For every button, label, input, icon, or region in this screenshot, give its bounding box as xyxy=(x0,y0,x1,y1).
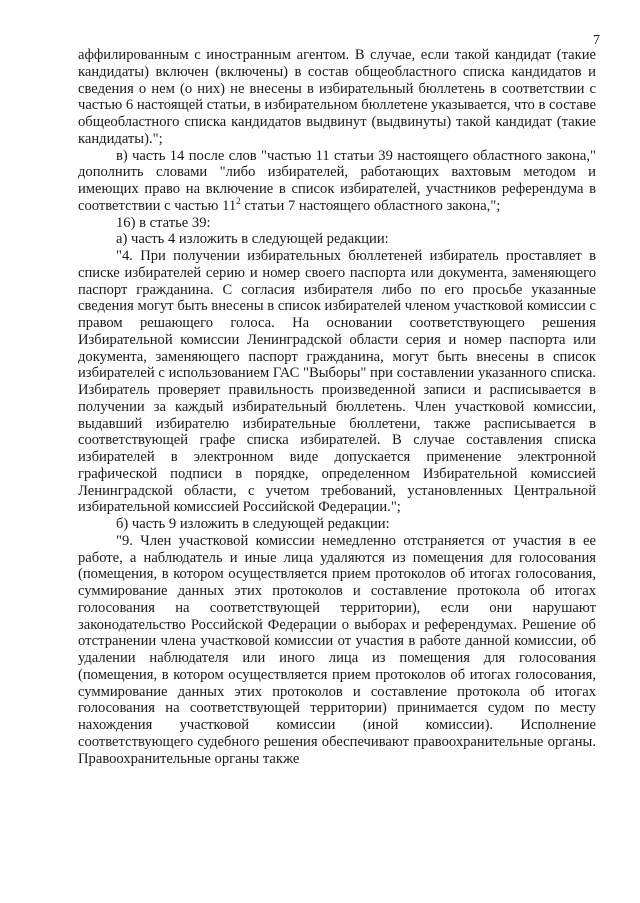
paragraph-text: статьи 7 настоящего областного закона,"; xyxy=(240,197,501,214)
paragraph-item-16: 16) в статье 39: xyxy=(116,214,211,231)
superscript: 2 xyxy=(236,195,241,206)
page-number: 7 xyxy=(593,33,600,48)
paragraph-continuation: аффилированным с иностранным агентом. В случае, если такой кандидат (такие кандидаты) включен (включены) в состав общеобластного списка кандидатов и сведения о нем (о них) не внесены в избирательный бюллетень в соответствии с частью 6 настоящей статьи, в избирательном бюллетене указывается, что в составе общеобластного списка кандидатов выдвинут (выдвинуты) такой кандидат (такие кандидаты)."; xyxy=(78,47,596,147)
paragraph-part-4: "4. При получении избирательных бюллетеней избиратель проставляет в списке избирателей серию и номер своего паспорта или документа, заменяющего паспорт гражданина. С согласия избирателя либо по его просьбе указанные сведения могут быть внесены в список избирателей членом участковой комиссии с правом решающего голоса. На основании соответствующего решения Избирательной комиссии Ленинградской области серия и номер паспорта или документа, заменяющего паспорт гражданина, могут быть внесены в список избирателей с использованием ГАС "Выборы" при составлении указанного списка. Избиратель проверяет правильность произведенной записи и расписывается в получении за каждый избирательный бюллетень. Член участковой комиссии, выдавший избирателю избирательные бюллетени, также расписывается в соответствующей графе списка избирателей. В случае составления списка избирателей в электронном виде допускается применение электронной графической подписи в порядке, определенном Избирательной комиссией Ленинградской области, с учетом требований, установленных Центральной избирательной комиссией Российской Федерации."; xyxy=(78,248,596,516)
paragraph-text: в) часть 14 после слов "частью 11 статьи 39 настоящего областного закона," дополнить словами "либо избирателей, работающих вахтовым методом и имеющих право на включение в список избирателей, участников референдума в соответствии с частью 11 xyxy=(78,147,596,214)
paragraph-part-9: "9. Член участковой комиссии немедленно отстраняется от участия в ее работе, а наблюдатель и иные лица удаляются из помещения для голосования (помещения, в котором осуществляется прием протоколов об итогах голосования, суммирование данных этих протоколов и составление протокола об итогах голосования на соответствующей территории), если они нарушают законодательство Российской Федерации о выборах и референдумах. Решение об отстранении члена участковой комиссии от участия в работе данной комиссии, об удалении наблюдателя или иного лица из помещения для голосования (помещения, в котором осуществляется прием протоколов об итогах голосования, суммирование данных этих протоколов и составление протокола об итогах голосования на соответствующей территории) принимается судом по месту нахождения участковой комиссии (иной комиссии). Исполнение соответствующего судебного решения обеспечивают правоохранительные органы. Правоохранительные органы также xyxy=(78,532,596,767)
paragraph-item-v xyxy=(78,148,596,215)
paragraph-item-b: б) часть 9 изложить в следующей редакции: xyxy=(116,516,390,532)
paragraph-item-a: а) часть 4 изложить в следующей редакции: xyxy=(116,231,389,248)
document-body xyxy=(78,47,596,767)
